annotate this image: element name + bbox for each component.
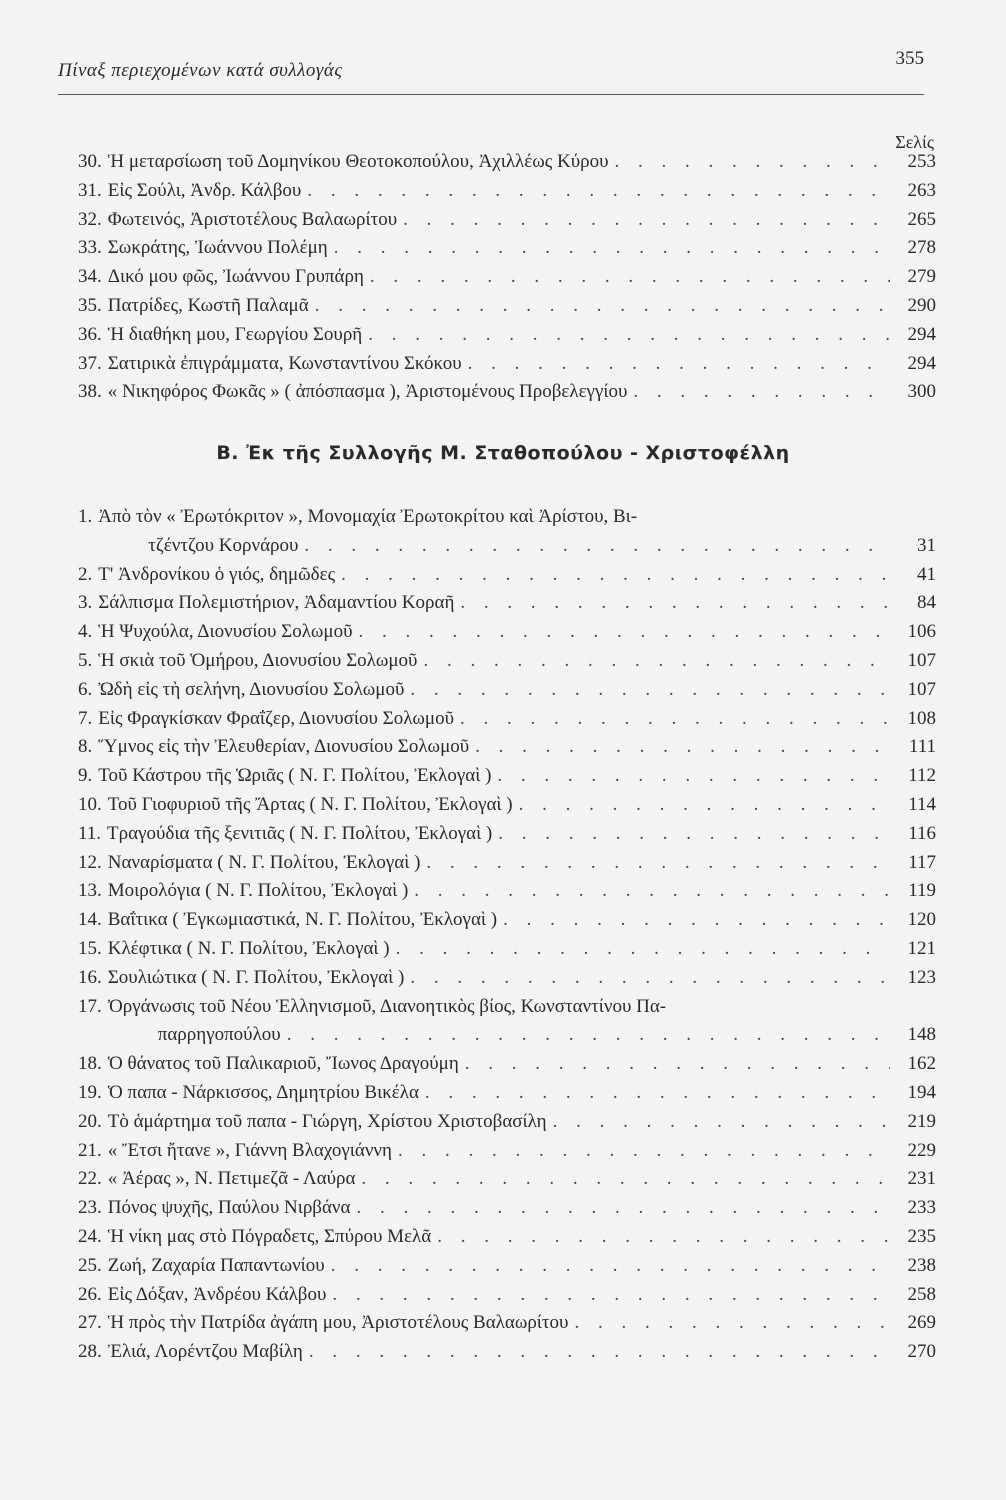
entry-text-block (98, 503, 936, 561)
toc-entry (78, 234, 936, 263)
dot-leader (287, 1021, 890, 1050)
entry-page: 31 (917, 534, 936, 556)
entry-page: 116 (908, 822, 936, 844)
entry-page: 219 (907, 1110, 936, 1132)
entry-number: 19. (78, 1081, 102, 1103)
entry-number: 31. (78, 179, 102, 201)
dot-leader (368, 321, 890, 350)
toc-entry (78, 618, 936, 647)
toc-entry (78, 877, 936, 906)
toc-entry (78, 906, 936, 935)
entry-page: 233 (907, 1197, 936, 1219)
entry-number: 34. (78, 266, 102, 288)
entry-title: Σάλπισμα Πολεμιστήριον, Ἀδαμαντίου Κοραῆ (98, 592, 455, 614)
entry-number: 5. (78, 649, 93, 671)
entry-title: Ἀπὸ τὸν « Ἐρωτόκριτον », Μονομαχία Ἐρωτοκρίτου καὶ Ἀρίστου, Βι- (98, 506, 638, 527)
entry-title: Ἡ πρὸς τὴν Πατρίδα ἀγάπη μου, Ἀριστοτέλους Βαλαωρίτου (107, 1312, 569, 1334)
entry-title: Τοῦ Γιοφυριοῦ τῆς Ἄρτας ( Ν. Γ. Πολίτου, Ἐκλογαὶ ) (107, 793, 513, 815)
dot-leader (465, 1050, 890, 1079)
dot-leader (633, 378, 890, 407)
entry-number: 16. (78, 966, 102, 988)
dot-leader (370, 263, 890, 292)
entry-page: 84 (917, 592, 936, 614)
entry-page: 121 (907, 937, 936, 959)
entry-continuation (108, 1021, 936, 1050)
entry-title: Σωκράτης, Ἰωάννου Πολέμη (107, 237, 328, 259)
entry-page: 41 (917, 563, 936, 585)
entry-page: 117 (908, 851, 936, 873)
entry-page: 111 (908, 736, 936, 758)
entry-number: 1. (78, 506, 93, 527)
dot-leader (425, 1079, 890, 1108)
entry-title: Εἰς Δόξαν, Ἀνδρέου Κάλβου (107, 1283, 327, 1305)
entry-page: 107 (907, 649, 936, 671)
dot-leader (468, 350, 890, 379)
toc-entry (78, 263, 936, 292)
entry-title: Ὁ θάνατος τοῦ Παλικαριοῦ, Ἴωνος Δραγούμη (107, 1053, 459, 1075)
entry-text-block (108, 993, 936, 1051)
entry-title: « Ἀέρας », Ν. Πετιμεζᾶ - Λαύρα (107, 1168, 356, 1190)
entry-number: 20. (78, 1110, 102, 1132)
dot-leader (423, 647, 890, 676)
entry-number: 8. (78, 736, 93, 758)
toc-entry (78, 1338, 936, 1367)
entry-title: « Νικηφόρος Φωκᾶς » ( ἀπόσπασμα ), Ἀριστομένους Προβελεγγίου (107, 381, 628, 403)
entry-number: 13. (78, 880, 102, 902)
entry-number: 3. (78, 592, 93, 614)
entry-number: 37. (78, 352, 102, 374)
entry-number: 30. (78, 151, 102, 172)
toc-entry (78, 1137, 936, 1166)
entry-number: 18. (78, 1053, 102, 1075)
page-number: 355 (895, 48, 924, 69)
toc-entry (78, 148, 936, 177)
dot-leader (341, 561, 890, 590)
entry-number-wrap (78, 993, 108, 1051)
dot-leader (403, 206, 890, 235)
entry-number: 22. (78, 1168, 102, 1190)
entry-page: 107 (907, 678, 936, 700)
entry-title: Πατρίδες, Κωστῆ Παλαμᾶ (107, 294, 309, 316)
entry-page: 290 (907, 294, 936, 316)
toc-entry (78, 1281, 936, 1310)
entry-title: Ἡ σκιὰ τοῦ Ὁμήρου, Διονυσίου Σολωμοῦ (98, 649, 418, 671)
dot-leader (615, 148, 890, 177)
entry-title-continued: τζέντζου Κορνάρου (148, 534, 299, 556)
toc-entry (78, 206, 936, 235)
entry-number: 15. (78, 937, 102, 959)
toc-entry (78, 561, 936, 590)
toc-entry (78, 820, 936, 849)
dot-leader (410, 676, 890, 705)
toc-section-b (78, 503, 936, 1367)
entry-title: Ἐλιά, Λορέντζου Μαβίλη (107, 1341, 303, 1363)
entry-title: Ζωή, Ζαχαρία Παπαντωνίου (107, 1254, 325, 1276)
entry-continuation (98, 532, 936, 561)
toc-entry (78, 647, 936, 676)
dot-leader (307, 177, 890, 206)
entry-title: Τοῦ Κάστρου τῆς Ὡριᾶς ( Ν. Γ. Πολίτου, Ἐκλογαὶ ) (98, 765, 492, 787)
entry-page: 162 (907, 1053, 936, 1075)
toc-entry (78, 503, 936, 561)
entry-number: 38. (78, 381, 102, 403)
entry-title: Ἡ νίκη μας στὸ Πόγραδετς, Σπύρου Μελᾶ (107, 1225, 432, 1247)
page-column-heading: Σελίς (895, 132, 934, 152)
entry-number: 2. (78, 563, 93, 585)
toc-entry (78, 350, 936, 379)
entry-number: 35. (78, 294, 102, 316)
dot-leader (396, 935, 890, 964)
header-rule (58, 94, 924, 95)
dot-leader (460, 705, 890, 734)
entry-page: 194 (907, 1081, 936, 1103)
page-header (58, 48, 924, 98)
entry-title: Ὁ παπα - Νάρκισσος, Δημητρίου Βικέλα (107, 1081, 419, 1103)
dot-leader (519, 791, 890, 820)
toc-entry (78, 1050, 936, 1079)
entry-page: 119 (908, 880, 936, 902)
entry-page: 114 (908, 793, 936, 815)
entry-title: Φωτεινός, Ἀριστοτέλους Βαλαωρίτου (107, 208, 398, 230)
entry-page: 235 (907, 1225, 936, 1247)
entry-title: Τ' Ἀνδρονίκου ὁ γιός, δημῶδες (98, 563, 336, 585)
entry-page: 269 (907, 1312, 936, 1334)
entry-title: Εἰς Φραγκίσκαν Φραΐζερ, Διονυσίου Σολωμοῦ (98, 707, 455, 729)
toc-entry (78, 177, 936, 206)
entry-title: Τὸ ἁμάρτημα τοῦ παπα - Γιώργη, Χρίστου Χριστοβασίλη (107, 1110, 547, 1132)
dot-leader (332, 1281, 890, 1310)
entry-title: Τραγούδια τῆς ξενιτιᾶς ( Ν. Γ. Πολίτου, Ἐκλογαὶ ) (107, 822, 493, 844)
entry-page: 238 (907, 1254, 936, 1276)
entry-number: 9. (78, 765, 93, 787)
entry-page: 148 (907, 1024, 936, 1046)
entry-number: 28. (78, 1341, 102, 1363)
entry-number: 25. (78, 1254, 102, 1276)
dot-leader (553, 1108, 890, 1137)
entry-title: Πόνος ψυχῆς, Παύλου Νιρβάνα (107, 1197, 351, 1219)
toc-entry (78, 1252, 936, 1281)
entry-number: 23. (78, 1197, 102, 1219)
entry-page: 294 (907, 323, 936, 345)
entry-page: 253 (907, 151, 936, 172)
entry-number: 6. (78, 678, 93, 700)
entry-page: 279 (907, 266, 936, 288)
entry-page: 294 (907, 352, 936, 374)
dot-leader (331, 1252, 890, 1281)
entry-number: 26. (78, 1283, 102, 1305)
entry-page: 229 (907, 1139, 936, 1161)
dot-leader (410, 964, 890, 993)
entry-number: 11. (78, 822, 102, 844)
toc-entry (78, 1194, 936, 1223)
toc-entry (78, 1079, 936, 1108)
dot-leader (503, 906, 890, 935)
entry-number: 24. (78, 1225, 102, 1247)
entry-title: Ἡ Ψυχούλα, Διονυσίου Σολωμοῦ (98, 621, 353, 643)
entry-number: 36. (78, 323, 102, 345)
section-b-title: Β. Ἐκ τῆς Συλλογῆς Μ. Σταθοπούλου - Χριστοφέλλη (216, 442, 790, 464)
entry-number: 7. (78, 707, 93, 729)
entry-page: 300 (907, 381, 936, 403)
entry-title: Βαΐτικα ( Ἐγκωμιαστικά, Ν. Γ. Πολίτου, Ἐκλογαὶ ) (107, 909, 498, 931)
dot-leader (304, 532, 890, 561)
entry-title: Ἡ διαθήκη μου, Γεωργίου Σουρῆ (107, 323, 363, 345)
entry-title: Σουλιώτικα ( Ν. Γ. Πολίτου, Ἐκλογαὶ ) (107, 966, 405, 988)
entry-title: Ἡ μεταρσίωση τοῦ Δομηνίκου Θεοτοκοπούλου, Ἀχιλλέως Κύρου (107, 151, 609, 172)
entry-number: 10. (78, 793, 102, 815)
entry-page: 270 (907, 1341, 936, 1363)
toc-entry (78, 733, 936, 762)
dot-leader (437, 1223, 890, 1252)
toc-entry (78, 791, 936, 820)
toc-entry (78, 292, 936, 321)
entry-number: 17. (78, 995, 102, 1017)
toc-entry (78, 1165, 936, 1194)
toc-entry (78, 964, 936, 993)
toc-entry (78, 1108, 936, 1137)
toc-entry (78, 705, 936, 734)
entry-title: Εἰς Σούλι, Ἀνδρ. Κάλβου (107, 179, 302, 201)
entry-number: 21. (78, 1139, 102, 1161)
dot-leader (359, 618, 890, 647)
entry-page: 123 (907, 966, 936, 988)
entry-number: 27. (78, 1312, 102, 1334)
entry-title-continued: παρρηγοπούλου (157, 1024, 281, 1046)
entry-title: Μοιρολόγια ( Ν. Γ. Πολίτου, Ἐκλογαὶ ) (107, 880, 409, 902)
entry-number: 4. (78, 621, 93, 643)
entry-page: 263 (907, 179, 936, 201)
entry-number: 14. (78, 909, 102, 931)
dot-leader (475, 733, 890, 762)
dot-leader (361, 1165, 890, 1194)
dot-leader (460, 589, 890, 618)
entry-page: 258 (907, 1283, 936, 1305)
entry-number: 32. (78, 208, 102, 230)
entry-page: 108 (907, 707, 936, 729)
entry-number: 33. (78, 237, 102, 259)
toc-entry (78, 1309, 936, 1338)
dot-leader (356, 1194, 890, 1223)
dot-leader (334, 234, 890, 263)
toc-section-a (78, 148, 936, 407)
entry-title: Δικό μου φῶς, Ἰωάννου Γρυπάρη (107, 266, 364, 288)
entry-title: Ὀργάνωσις τοῦ Νέου Ἑλληνισμοῦ, Διανοητικὸς βίος, Κωνσταντίνου Πα- (107, 995, 667, 1017)
entry-title: Σατιρικὰ ἐπιγράμματα, Κωνσταντίνου Σκόκου (107, 352, 462, 374)
toc-entry (78, 935, 936, 964)
dot-leader (414, 877, 890, 906)
toc-entry (78, 676, 936, 705)
entry-title: Ὕμνος εἰς τὴν Ἐλευθερίαν, Διονυσίου Σολωμοῦ (98, 736, 470, 758)
toc-entry (78, 849, 936, 878)
entry-page: 265 (907, 208, 936, 230)
entry-page: 231 (907, 1168, 936, 1190)
toc-entry (78, 993, 936, 1051)
entry-title: Ναναρίσματα ( Ν. Γ. Πολίτου, Ἐκλογαὶ ) (107, 851, 421, 873)
entry-number: 12. (78, 851, 102, 873)
entry-title: Κλέφτικα ( Ν. Γ. Πολίτου, Ἐκλογαὶ ) (107, 937, 390, 959)
toc-entry (78, 378, 936, 407)
toc-entry (78, 321, 936, 350)
running-title: Πίναξ περιεχομένων κατά συλλογάς (58, 60, 343, 81)
dot-leader (497, 762, 890, 791)
toc-entry (78, 589, 936, 618)
toc-entry (78, 762, 936, 791)
entry-number-wrap (78, 503, 98, 561)
entry-title: Ὠδὴ εἰς τὴ σελήνη, Διονυσίου Σολωμοῦ (98, 678, 405, 700)
dot-leader (574, 1309, 890, 1338)
entry-page: 278 (907, 237, 936, 259)
entry-title: « Ἔτσι ἤτανε », Γιάννη Βλαχογιάννη (107, 1139, 392, 1161)
entry-page: 106 (907, 621, 936, 643)
dot-leader (398, 1137, 890, 1166)
dot-leader (498, 820, 890, 849)
dot-leader (309, 1338, 890, 1367)
entry-page: 120 (907, 909, 936, 931)
dot-leader (426, 849, 890, 878)
entry-page: 112 (908, 765, 936, 787)
toc-entry (78, 1223, 936, 1252)
dot-leader (315, 292, 890, 321)
